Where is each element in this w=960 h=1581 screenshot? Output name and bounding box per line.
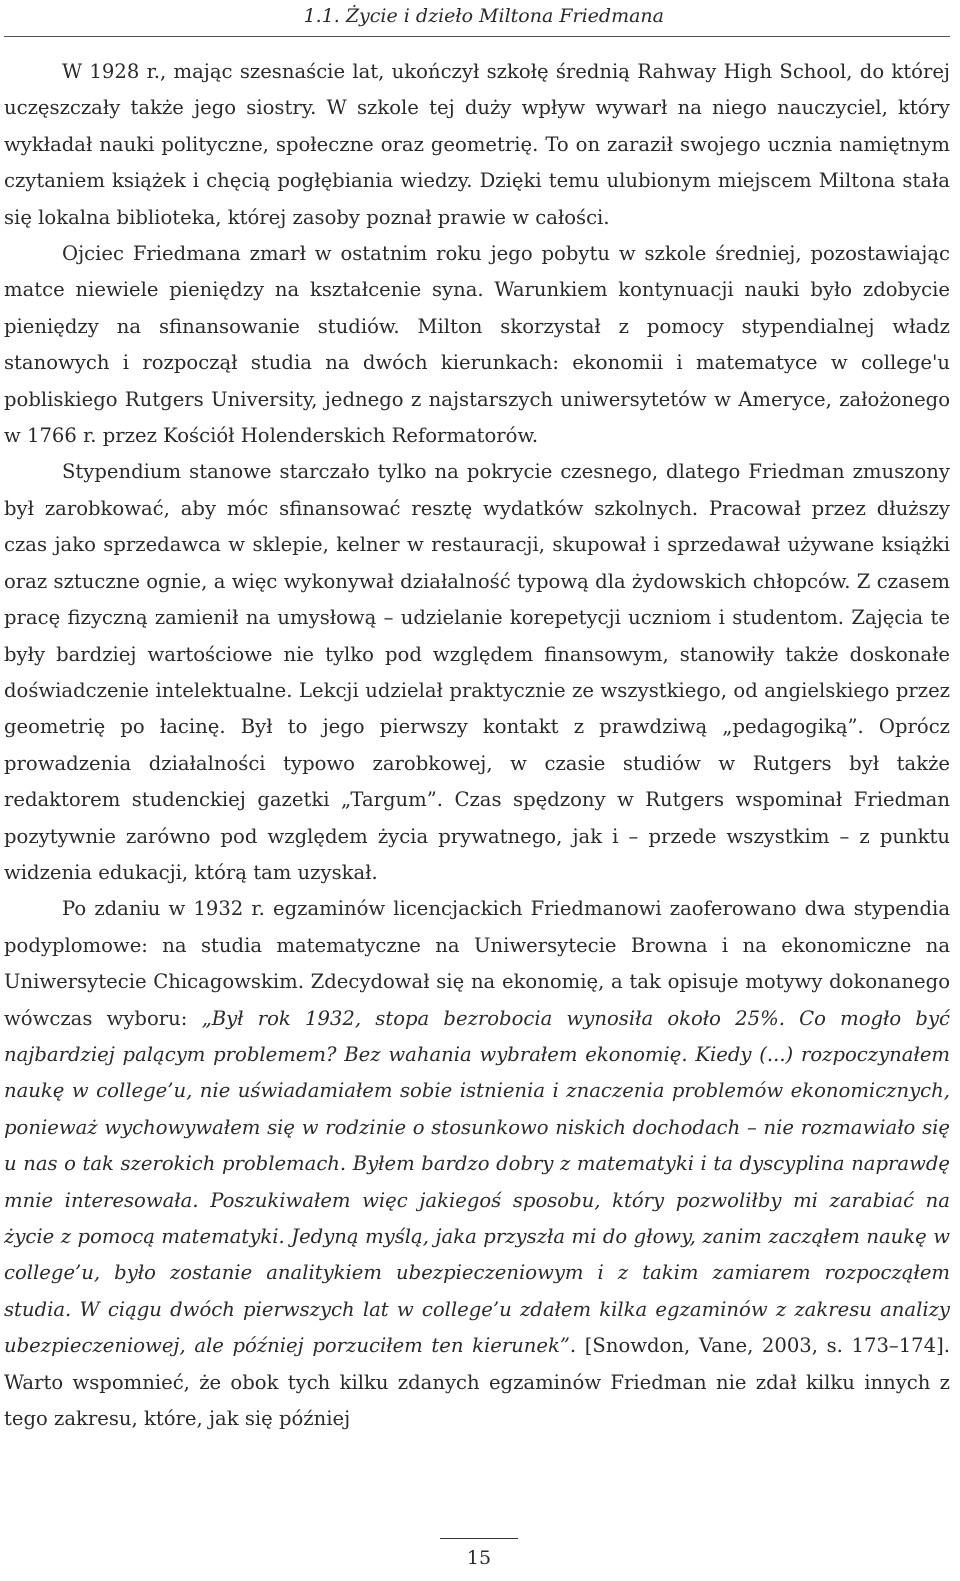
- running-header: 1.1. Życie i dzieło Miltona Friedmana: [303, 5, 664, 27]
- header-rule: [4, 36, 950, 37]
- paragraph-4-continuation: [Snowdon, Vane, 2003, s. 173–174]. Warto wspomnieć, że obok tych kilku zdanych egzaminów Friedman nie zdał kilku innych z tego zakresu, które, jak się później: [4, 1334, 950, 1431]
- body-text: [4, 54, 950, 1437]
- paragraph-1: W 1928 r., mając szesnaście lat, ukończył szkołę średnią Rahway High School, do której uczęszczały także jego siostry. W szkole tej duży wpływ wywarł na niego nauczyciel, który wykładał nauki polityczne, społeczne oraz geometrię. To on zaraził swojego ucznia namiętnym czytaniem książek i chęcią pogłębiania wiedzy. Dzięki temu ulubionym miejscem Miltona stała się lokalna biblioteka, której zasoby poznał prawie w całości.: [4, 60, 950, 229]
- paragraph-3: Stypendium stanowe starczało tylko na pokrycie czesnego, dlatego Friedman zmuszony był zarobkować, aby móc sfinansować resztę wydatków szkolnych. Pracował przez dłuższy czas jako sprzedawca w sklepie, kelner w restauracji, skupował i sprzedawał używane książki oraz sztuczne ognie, a więc wykonywał działalność typową dla żydowskich chłopców. Z czasem pracę fizyczną zamienił na umysłową – udzielanie korepetycji uczniom i studentom. Zajęcia te były bardziej wartościowe nie tylko pod względem finansowym, stanowiły także doskonałe doświadczenie intelektualne. Lekcji udzielał praktycznie ze wszystkiego, od angielskiego przez geometrię po łacinę. Był to jego pierwszy kontakt z prawdziwą „pedagogiką”. Oprócz prowadzenia działalności typowo zarobkowej, w czasie studiów w Rutgers był także redaktorem studenckiej gazetki „Targum”. Czas spędzony w Rutgers wspominał Friedman pozytywnie zarówno pod względem życia prywatnego, jak i – przede wszystkim – z punktu widzenia edukacji, którą tam uzyskał.: [4, 460, 950, 884]
- friedman-quote: „Był rok 1932, stopa bezrobocia wynosiła około 25%. Co mogło być najbardziej palącym problemem? Bez wahania wybrałem ekonomię. Kiedy (...) rozpoczynałem naukę w college’u, nie uświadamiałem sobie istnienia i znaczenia problemów ekonomicznych, ponieważ wychowywałem się w rodzinie o stosunkowo niskich dochodach – nie rozmawiało się u nas o tak szerokich problemach. Byłem bardzo dobry z matematyki i ta dyscyplina naprawdę mnie interesowała. Poszukiwałem więc jakiegoś sposobu, który pozwoliłby mi zarabiać na życie z pomocą matematyki. Jedyną myślą, jaka przyszła mi do głowy, zanim zacząłem naukę w college’u, było zostanie analitykiem ubezpieczeniowym i z takim zamiarem rozpocząłem studia. W ciągu dwóch pierwszych lat w college’u zdałem kilka egzaminów z zakresu analizy ubezpieczeniowej, ale później porzuciłem ten kierunek”.: [4, 1006, 950, 1358]
- document-page: [4, 0, 950, 1581]
- footer-rule: [440, 1538, 518, 1539]
- paragraph-2: Ojciec Friedmana zmarł w ostatnim roku jego pobytu w szkole średniej, pozostawiając matce niewiele pieniędzy na kształcenie syna. Warunkiem kontynuacji nauki było zdobycie pieniędzy na sfinansowanie studiów. Milton skorzystał z pomocy stypendialnej władz stanowych i rozpoczął studia na dwóch kierunkach: ekonomii i matematyce w college'u pobliskiego Rutgers University, jednego z najstarszych uniwersytetów w Ameryce, założonego w 1766 r. przez Kościół Holenderskich Reformatorów.: [4, 242, 950, 448]
- page-number: 15: [466, 1547, 492, 1569]
- paragraph-4-intro: Po zdaniu w 1932 r. egzaminów licencjackich Friedmanowi zaoferowano dwa stypendia podyplomowe: na studia matematyczne na Uniwersytecie Browna i na ekonomiczne na Uniwersytecie Chicagowskim. Zdecydował się na ekonomię, a tak opisuje motywy dokonanego wówczas wyboru:: [4, 897, 950, 1030]
- paragraph-4: [4, 891, 950, 1437]
